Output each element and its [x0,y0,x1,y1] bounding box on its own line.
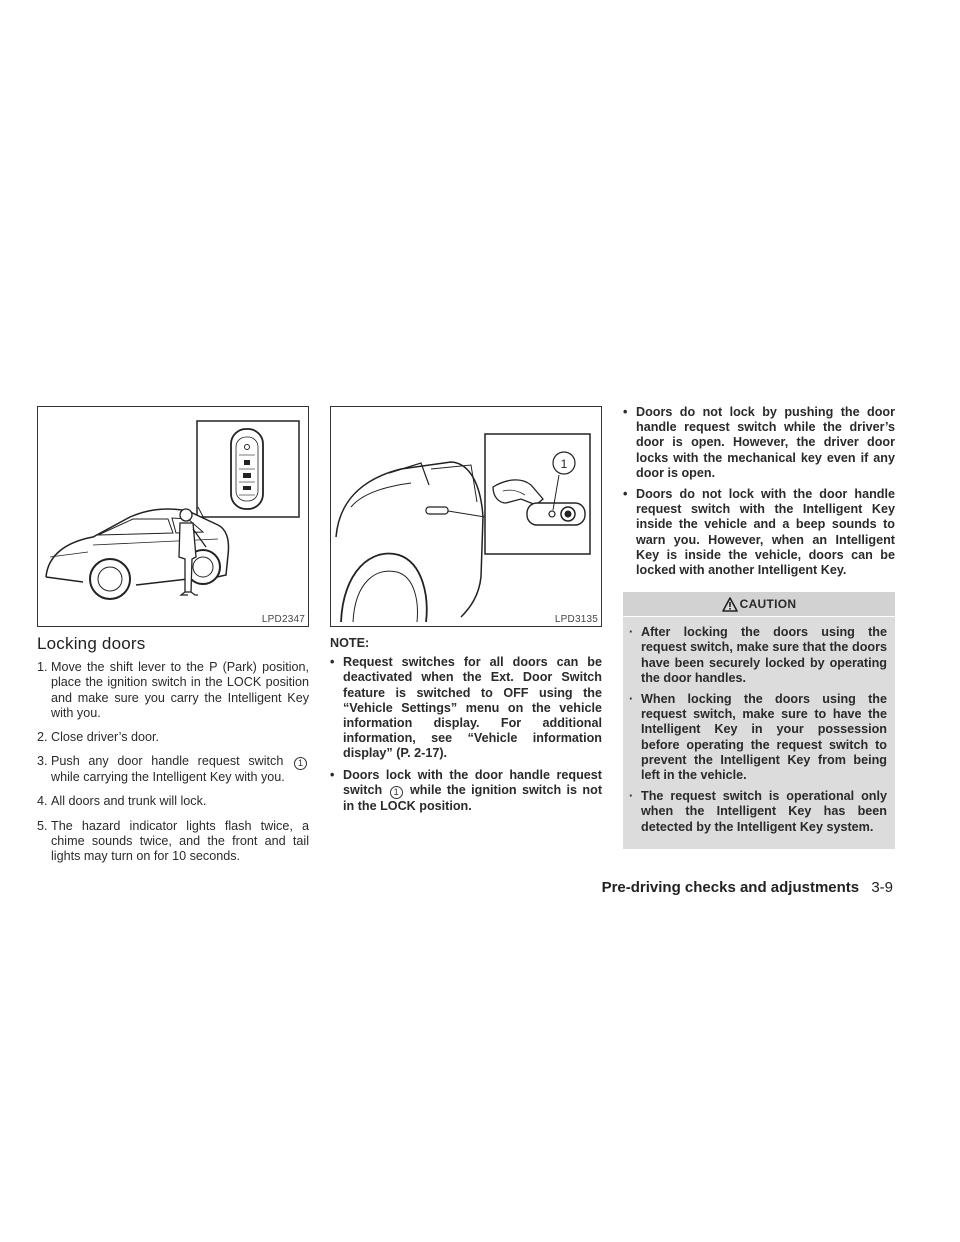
step-item: 1. Move the shift lever to the P (Park) position, place the ignition switch in the LOCK position and make sure you carry the Intelligent Key with you. [37,660,309,720]
caution-item: · When locking the doors using the request switch, make sure to have the Intelligent Key in your possession before operating the request switch to prevent the Intelligent Key from being left in the vehicle. [629,692,887,783]
caution-header [623,592,895,617]
note-item: • Doors do not lock with the door handle request switch with the Intelligent Key inside the vehicle and a beep sounds to warn you. However, when an Intelligent Key is inside the vehicle, doors can be locked with another Intelligent Key. [623,487,895,578]
warning-icon [722,597,738,612]
section-title: Locking doors [37,634,146,653]
step-item: 5. The hazard indicator lights flash twice, a chime sounds twice, and the front and tail lights may turn on for 10 seconds. [37,818,309,864]
step-item: 4. All doors and trunk will lock. [37,794,207,809]
note-title: NOTE: [330,636,370,650]
page-footer [602,879,893,896]
note-list-continued [623,405,895,578]
step-item: 2. Close driver’s door. [37,730,160,745]
callout-1-icon: 1 [390,786,403,799]
figure-code: LPD2347 [261,614,305,625]
caution-item: · After locking the doors using the request switch, make sure that the doors have been securely locked by operating the door handles. [629,625,887,685]
caution-list [623,617,895,835]
locking-steps [37,660,309,864]
door-handle-illustration [331,407,603,628]
figure-code: LPD3135 [554,614,598,625]
car-illustration [38,407,310,628]
callout-1-icon: 1 [294,757,307,770]
note-section [330,636,602,820]
note-list [330,655,602,814]
footer-section-title: Pre-driving checks and adjustments [601,879,860,896]
caution-item: · The request switch is operational only when the Intelligent Key has been detected by the Intelligent Key system. [629,789,887,834]
figure-door-handle-switch [330,406,602,627]
figure-car-with-key [37,406,309,627]
note-continued-section [623,405,895,849]
note-item: • Request switches for all doors can be deactivated when the Ext. Door Switch feature is switched to OFF using the “Vehicle Settings” menu on the vehicle information display. For additional information, see “Vehicle information display” (P. 2-17). [330,655,602,761]
caution-title: CAUTION [739,596,797,611]
note-item: • Doors do not lock by pushing the door handle request switch while the driver’s door is open. However, the driver door locks with the mechanical key even if any door is open. [623,405,895,480]
locking-doors-section [37,636,309,873]
step-item: 3. Push any door handle request switch 1 while carrying the Intelligent Key with you. [37,754,309,785]
figure-callout-1: 1 [560,457,568,471]
page-number: 3-9 [871,879,893,896]
note-item: • Doors lock with the door handle request switch 1 while the ignition switch is not in the LOCK position. [330,767,603,813]
caution-box [623,592,895,849]
